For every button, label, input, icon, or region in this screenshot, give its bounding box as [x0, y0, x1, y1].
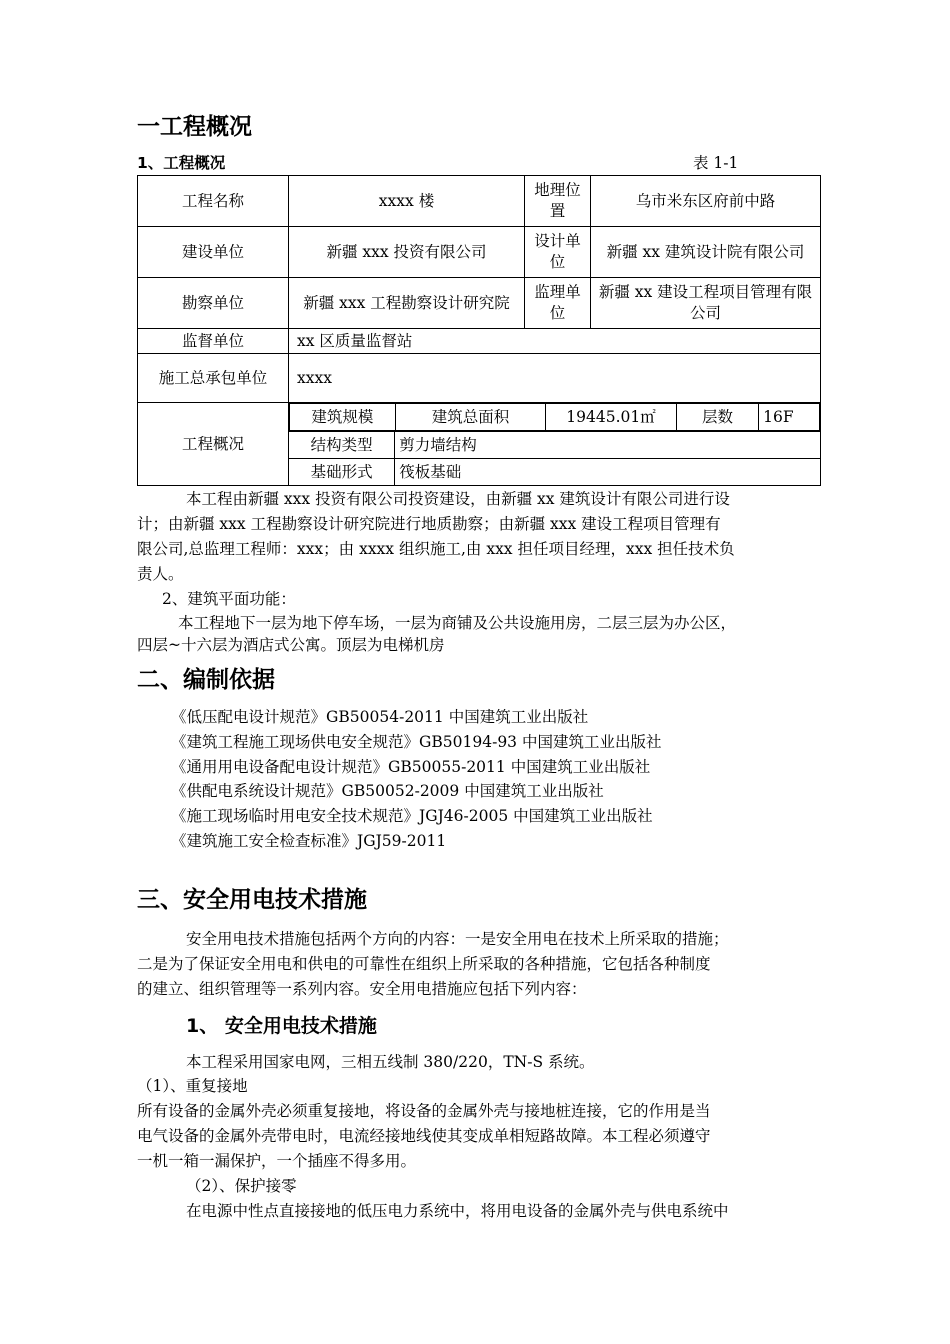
cell-value: xxxx 楼	[289, 176, 525, 227]
paragraph-line: 所有设备的金属外壳必须重复接地，将设备的金属外壳与接地桩连接，它的作用是当	[137, 1102, 711, 1120]
scale-row-table	[290, 404, 819, 431]
foundation-value: 筏板基础	[395, 459, 820, 486]
structure-label: 结构类型	[289, 432, 395, 459]
paragraph-line: 一机一箱一漏保护，一个插座不得多用。	[137, 1152, 417, 1170]
paragraph-line: 在电源中性点直接接地的低压电力系统中，将用电设备的金属外壳与供电系统中	[186, 1202, 729, 1220]
cell-label: 施工总承包单位	[138, 354, 289, 403]
item-heading: （2）、保护接零	[186, 1177, 297, 1195]
cell-label: 地理位置	[525, 176, 591, 227]
table-number: 表 1-1	[693, 154, 739, 172]
paragraph-line: 责人。	[137, 565, 184, 583]
cell-value: 新疆 xxx 投资有限公司	[289, 227, 525, 278]
paragraph-line: 二是为了保证安全用电和供电的可靠性在组织上所采取的各种措施，它包括各种制度	[137, 955, 711, 973]
cell-label: 设计单位	[525, 227, 591, 278]
paragraph-line: 的建立、组织管理等一系列内容。安全用电措施应包括下列内容：	[137, 980, 587, 998]
cell-value: 新疆 xxx 工程勘察设计研究院	[289, 278, 525, 329]
structure-subtable	[289, 432, 820, 485]
cell-label: 工程名称	[138, 176, 289, 227]
project-info-table	[137, 175, 821, 486]
section-3-sub-heading: 1、 安全用电技术措施	[186, 1015, 377, 1037]
cell-label: 工程概况	[138, 403, 289, 486]
scale-label: 建筑规模	[290, 404, 395, 431]
paragraph-line: 电气设备的金属外壳带电时，电流经接地线使其变成单相短路故障。本工程必须遵守	[137, 1127, 711, 1145]
cell-label: 监理单位	[525, 278, 591, 329]
paragraph-line: 安全用电技术措施包括两个方向的内容：一是安全用电在技术上所采取的措施；	[186, 930, 729, 948]
paragraph-line: 四层~十六层为酒店式公寓。顶层为电梯机房	[137, 636, 445, 654]
floors-value: 16F	[759, 404, 819, 431]
cell-value: 新疆 xx 建设工程项目管理有限公司	[591, 278, 821, 329]
section-1-heading: 一工程概况	[137, 114, 252, 140]
table-row	[138, 354, 821, 403]
paragraph-line: 本工程地下一层为地下停车场，一层为商铺及公共设施用房，二层三层为办公区，	[178, 614, 737, 632]
scale-row	[290, 404, 820, 432]
section-2-heading: 二、编制依据	[137, 667, 275, 693]
cell-label: 建设单位	[138, 227, 289, 278]
paragraph-line: 本工程由新疆 xxx 投资有限公司投资建设，由新疆 xx 建筑设计有限公司进行设	[186, 490, 730, 508]
section-3-heading: 三、安全用电技术措施	[137, 887, 367, 913]
table-row	[138, 227, 821, 278]
paragraph-line: 计；由新疆 xxx 工程勘察设计研究院进行地质勘察；由新疆 xxx 建设工程项目管理有	[137, 515, 721, 533]
reference-item: 《通用用电设备配电设计规范》GB50055-2011 中国建筑工业出版社	[171, 758, 651, 776]
sub-heading-plan: 2、建筑平面功能：	[162, 590, 296, 608]
table-row	[290, 404, 820, 432]
reference-item: 《低压配电设计规范》GB50054-2011 中国建筑工业出版社	[171, 708, 589, 726]
reference-item: 《建筑施工安全检查标准》JGJ59-2011	[171, 832, 447, 850]
reference-item: 《建筑工程施工现场供电安全规范》GB50194-93 中国建筑工业出版社	[171, 733, 662, 751]
overview-subtable	[289, 403, 820, 432]
table-row	[138, 403, 821, 486]
area-value: 19445.01㎡	[546, 404, 677, 431]
table-row	[138, 278, 821, 329]
floors-label: 层数	[676, 404, 758, 431]
reference-item: 《供配电系统设计规范》GB50052-2009 中国建筑工业出版社	[171, 782, 604, 800]
cell-value: xxxx	[289, 354, 821, 403]
table-row	[138, 176, 821, 227]
overview-subtable-cell	[289, 403, 821, 486]
cell-label: 监督单位	[138, 329, 289, 354]
cell-value: 乌市米东区府前中路	[591, 176, 821, 227]
sub-heading-overview: 1、工程概况	[137, 154, 226, 172]
table-row	[138, 329, 821, 354]
paragraph-line: 本工程采用国家电网，三相五线制 380/220，TN-S 系统。	[186, 1053, 595, 1071]
paragraph-line: 限公司,总监理工程师：xxx；由 xxxx 组织施工,由 xxx 担任项目经理，xxx 担任技术负	[137, 540, 735, 558]
foundation-label: 基础形式	[289, 459, 395, 486]
item-heading: （1）、重复接地	[137, 1077, 248, 1095]
cell-label: 勘察单位	[138, 278, 289, 329]
cell-value: xx 区质量监督站	[289, 329, 821, 354]
area-label: 建筑总面积	[395, 404, 545, 431]
reference-item: 《施工现场临时用电安全技术规范》JGJ46-2005 中国建筑工业出版社	[171, 807, 653, 825]
cell-value: 新疆 xx 建筑设计院有限公司	[591, 227, 821, 278]
structure-value: 剪力墙结构	[395, 432, 820, 459]
